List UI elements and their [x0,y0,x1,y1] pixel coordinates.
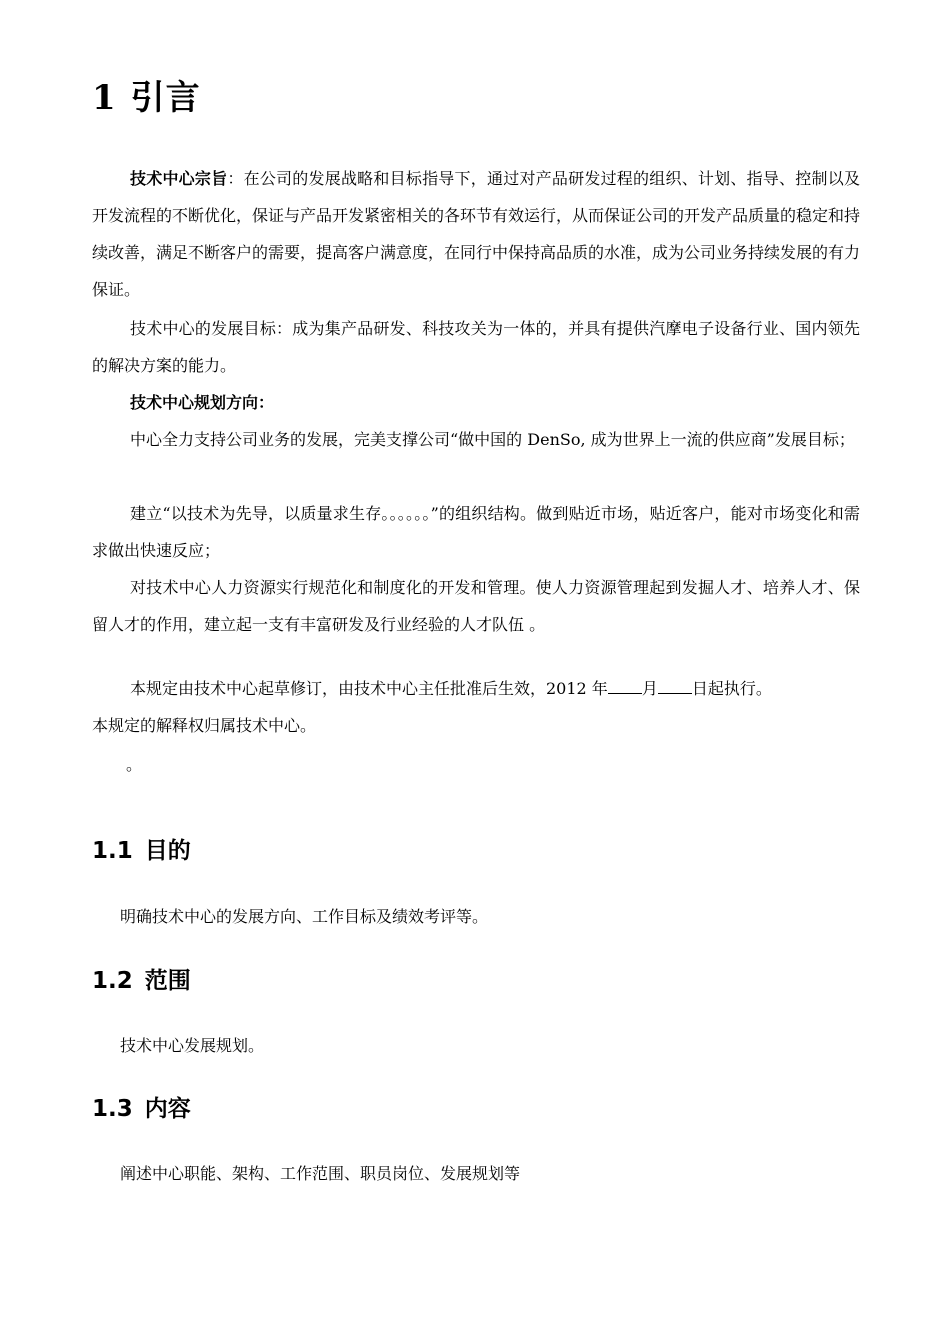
purpose-colon: ： [227,169,244,188]
effective-line-2: 本规定的解释权归属技术中心。 [92,716,317,735]
plan-label: 技术中心规划方向： [130,393,275,412]
section-title: 内容 [144,1096,191,1122]
section-number: 1.2 [92,968,133,994]
effective-month: 月 [641,679,658,698]
chapter-number: 1 [92,78,117,118]
plan-item-3: 对技术中心人力资源实行规范化和制度化的开发和管理。使人力资源管理起到发掘人才、培养人才、保留人才的作用，建立起一支有丰富研发及行业经验的人才队伍 。 [92,578,860,634]
purpose-label: 技术中心宗旨 [130,169,228,188]
chapter-title: 引言 [130,78,201,118]
month-blank [608,675,642,694]
plan-item-1: 中心全力支持公司业务的发展，完美支撑公司“做中国的 DenSo, 成为世界上一流的供应商”发展目标； [130,430,855,449]
section-body: 阐述中心职能、架构、工作范围、职员岗位、发展规划等 [120,1164,521,1183]
effective-prefix: 本规定由技术中心起草修订，由技术中心主任批准后生效，2012 年 [130,679,608,698]
section-number: 1.3 [92,1096,133,1122]
section-title: 目的 [144,838,191,864]
section-number: 1.1 [92,838,133,864]
stray-mark: 。 [126,755,143,774]
chapter-heading [92,70,201,119]
day-blank [658,675,692,694]
goal-paragraph: 技术中心的发展目标：成为集产品研发、科技攻关为一体的，并具有提供汽摩电子设备行业、国内领先的解决方案的能力。 [92,319,860,375]
section-heading [92,1090,191,1123]
purpose-text: 在公司的发展战略和目标指导下，通过对产品研发过程的组织、计划、指导、控制以及开发流程的不断优化，保证与产品开发紧密相关的各环节有效运行，从而保证公司的开发产品质量的稳定和持续改善，满足不断客户的需要，提高客户满意度，在同行中保持高品质的水准，成为公司业务持续发展的有力保证。 [92,169,861,299]
section-heading [92,832,191,865]
section-heading [92,962,191,995]
purpose-paragraph [92,160,860,308]
effective-paragraph [92,670,860,707]
effective-suffix: 日起执行。 [691,679,772,698]
section-body: 明确技术中心的发展方向、工作目标及绩效考评等。 [120,907,489,926]
section-title: 范围 [144,968,191,994]
section-body: 技术中心发展规划。 [120,1036,265,1055]
plan-item-2: 建立“以技术为先导，以质量求生存。。。。。。”的组织结构。做到贴近市场，贴近客户，能对市场变化和需求做出快速反应； [92,504,860,560]
